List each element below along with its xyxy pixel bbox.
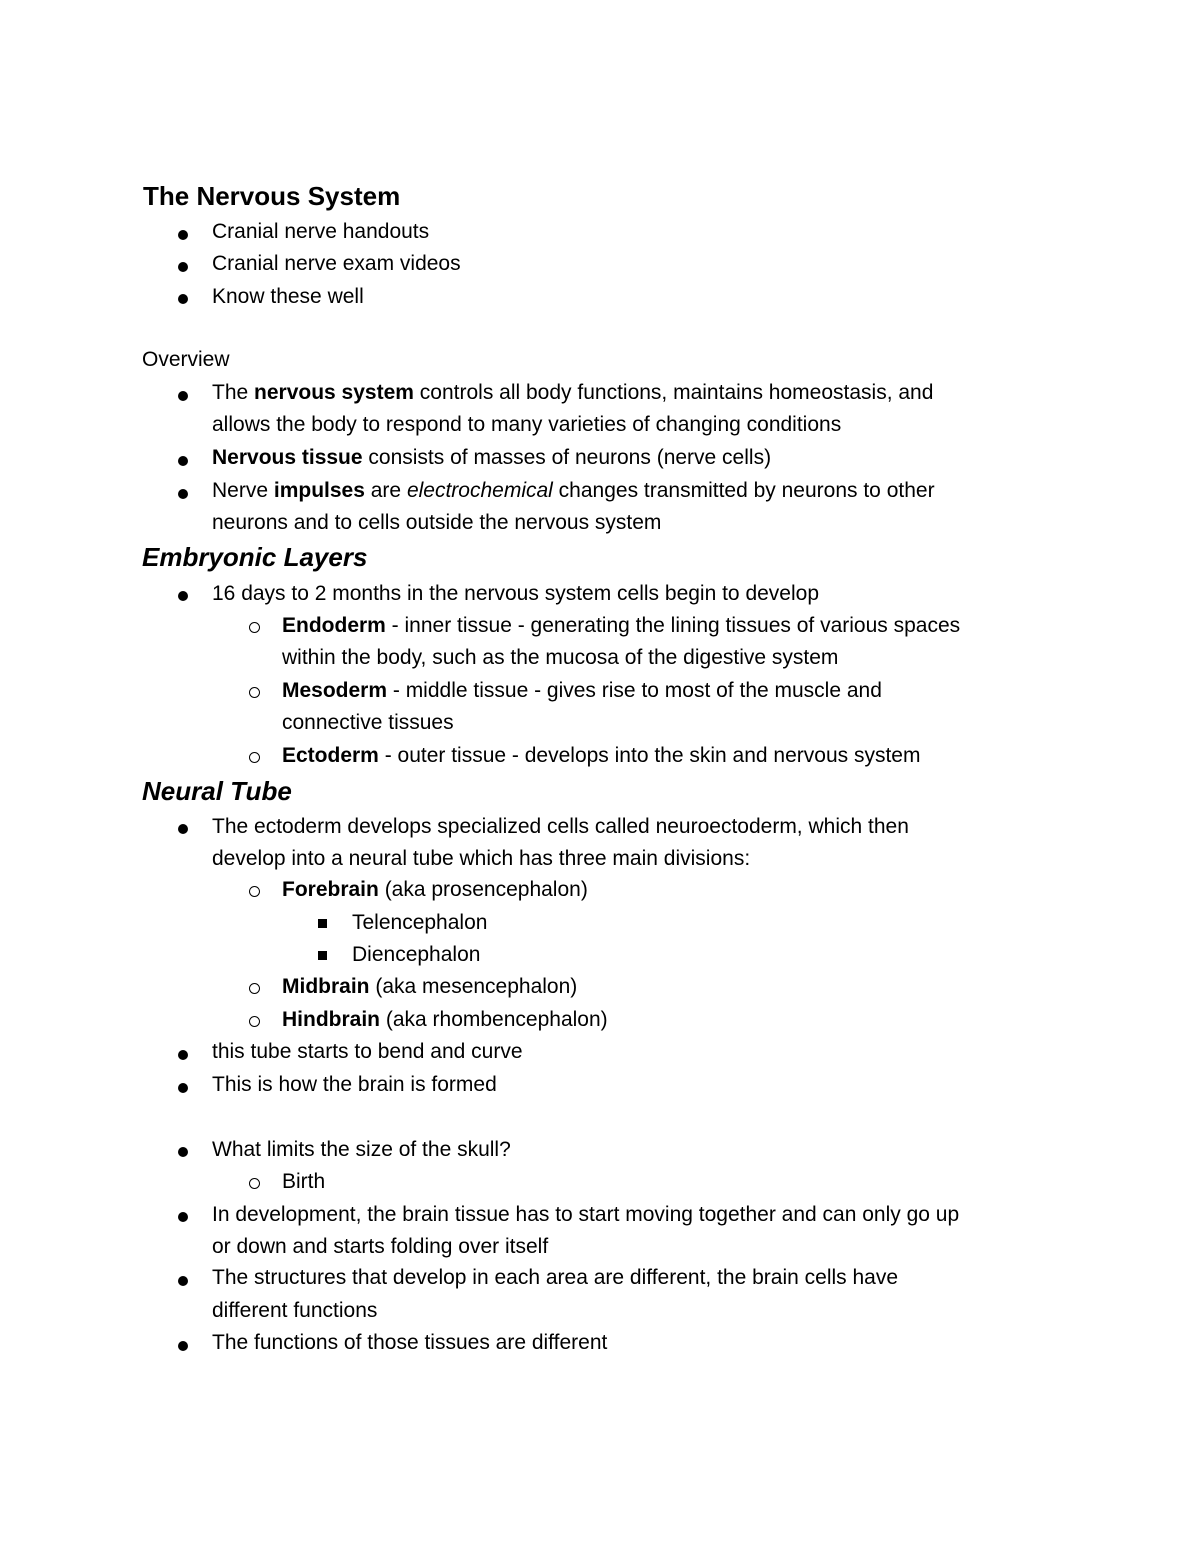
- bullet-disc-icon: [178, 1050, 188, 1060]
- question-item-3: The structures that develop in each area are different, the brain cells have: [212, 1266, 899, 1289]
- text-segment: changes transmitted by neurons to other: [552, 479, 935, 502]
- bold-term: Mesoderm: [282, 679, 388, 702]
- bullet-circle-icon: [249, 983, 260, 994]
- embryonic-item-1: 16 days to 2 months in the nervous system cells begin to develop: [212, 582, 820, 605]
- bold-term: Midbrain: [282, 975, 370, 998]
- text-segment: (aka prosencephalon): [378, 878, 588, 901]
- text-segment: (aka mesencephalon): [369, 975, 578, 998]
- question-item-2: In development, the brain tissue has to start moving together and can only go up: [212, 1203, 960, 1226]
- overview-item-2: [212, 442, 771, 474]
- hindbrain-item: [282, 1004, 608, 1036]
- bold-term: Ectoderm: [282, 744, 379, 767]
- bullet-disc-icon: [178, 262, 188, 272]
- text-segment: The: [212, 381, 255, 404]
- bold-term: Forebrain: [282, 878, 379, 901]
- bullet-disc-icon: [178, 1212, 188, 1222]
- italic-term: electrochemical: [406, 479, 553, 502]
- intro-item-2: Cranial nerve exam videos: [212, 252, 461, 275]
- mesoderm-item-cont: connective tissues: [282, 711, 454, 734]
- bullet-circle-icon: [249, 1016, 260, 1027]
- bullet-circle-icon: [249, 752, 260, 763]
- bullet-disc-icon: [178, 489, 188, 499]
- overview-item-3-cont: neurons and to cells outside the nervous system: [212, 511, 662, 534]
- bullet-disc-icon: [178, 230, 188, 240]
- section-heading-neural-tube: Neural Tube: [142, 776, 292, 806]
- bullet-disc-icon: [178, 294, 188, 304]
- bullet-circle-icon: [249, 886, 260, 897]
- bold-term: impulses: [273, 479, 365, 502]
- bullet-disc-icon: [178, 591, 188, 601]
- mesoderm-item: [282, 675, 882, 707]
- forebrain-sub-1: Telencephalon: [352, 911, 488, 934]
- forebrain-sub-2: Diencephalon: [352, 943, 481, 966]
- bullet-disc-icon: [178, 391, 188, 401]
- bullet-square-icon: [318, 951, 327, 960]
- bullet-square-icon: [318, 919, 327, 928]
- text-segment: - outer tissue - develops into the skin and nervous system: [378, 744, 921, 767]
- text-segment: Nerve: [212, 479, 274, 502]
- overview-item-1-cont: allows the body to respond to many varieties of changing conditions: [212, 413, 842, 436]
- endoderm-item-cont: within the body, such as the mucosa of the digestive system: [282, 646, 839, 669]
- bullet-disc-icon: [178, 1341, 188, 1351]
- bullet-disc-icon: [178, 1083, 188, 1093]
- bullet-disc-icon: [178, 824, 188, 834]
- text-segment: controls all body functions, maintains homeostasis, and: [413, 381, 934, 404]
- bold-term: Hindbrain: [282, 1008, 380, 1031]
- overview-label: Overview: [142, 348, 230, 371]
- question-item-1: What limits the size of the skull?: [212, 1138, 511, 1161]
- overview-item-3: [212, 475, 935, 507]
- text-segment: (aka rhombencephalon): [380, 1008, 608, 1031]
- forebrain-item: [282, 874, 588, 906]
- text-segment: - inner tissue - generating the lining tissues of various spaces: [385, 614, 961, 637]
- intro-item-1: Cranial nerve handouts: [212, 220, 430, 243]
- midbrain-item: [282, 971, 577, 1003]
- neural-item-1-cont: develop into a neural tube which has three main divisions:: [212, 847, 751, 870]
- bold-term: nervous system: [254, 381, 414, 404]
- bullet-circle-icon: [249, 687, 260, 698]
- bold-term: Endoderm: [282, 614, 386, 637]
- text-segment: are: [364, 479, 407, 502]
- question-item-1-sub: Birth: [282, 1170, 326, 1193]
- bold-term: Nervous tissue: [212, 446, 363, 469]
- overview-item-1: [212, 377, 933, 409]
- question-item-2-cont: or down and starts folding over itself: [212, 1235, 549, 1258]
- ectoderm-item: [282, 740, 920, 772]
- neural-item-2: this tube starts to bend and curve: [212, 1040, 523, 1063]
- bullet-circle-icon: [249, 1178, 260, 1189]
- bullet-disc-icon: [178, 456, 188, 466]
- section-heading-embryonic: Embryonic Layers: [142, 542, 368, 572]
- text-segment: consists of masses of neurons (nerve cells): [362, 446, 772, 469]
- neural-item-1: The ectoderm develops specialized cells called neuroectoderm, which then: [212, 815, 909, 838]
- endoderm-item: [282, 610, 960, 642]
- bullet-disc-icon: [178, 1147, 188, 1157]
- intro-item-3: Know these well: [212, 285, 364, 308]
- question-item-4: The functions of those tissues are different: [212, 1331, 608, 1354]
- question-item-3-cont: different functions: [212, 1299, 378, 1322]
- bullet-circle-icon: [249, 622, 260, 633]
- neural-item-3: This is how the brain is formed: [212, 1073, 497, 1096]
- page-title: The Nervous System: [143, 181, 401, 211]
- text-segment: - middle tissue - gives rise to most of the muscle and: [387, 679, 882, 702]
- bullet-disc-icon: [178, 1276, 188, 1286]
